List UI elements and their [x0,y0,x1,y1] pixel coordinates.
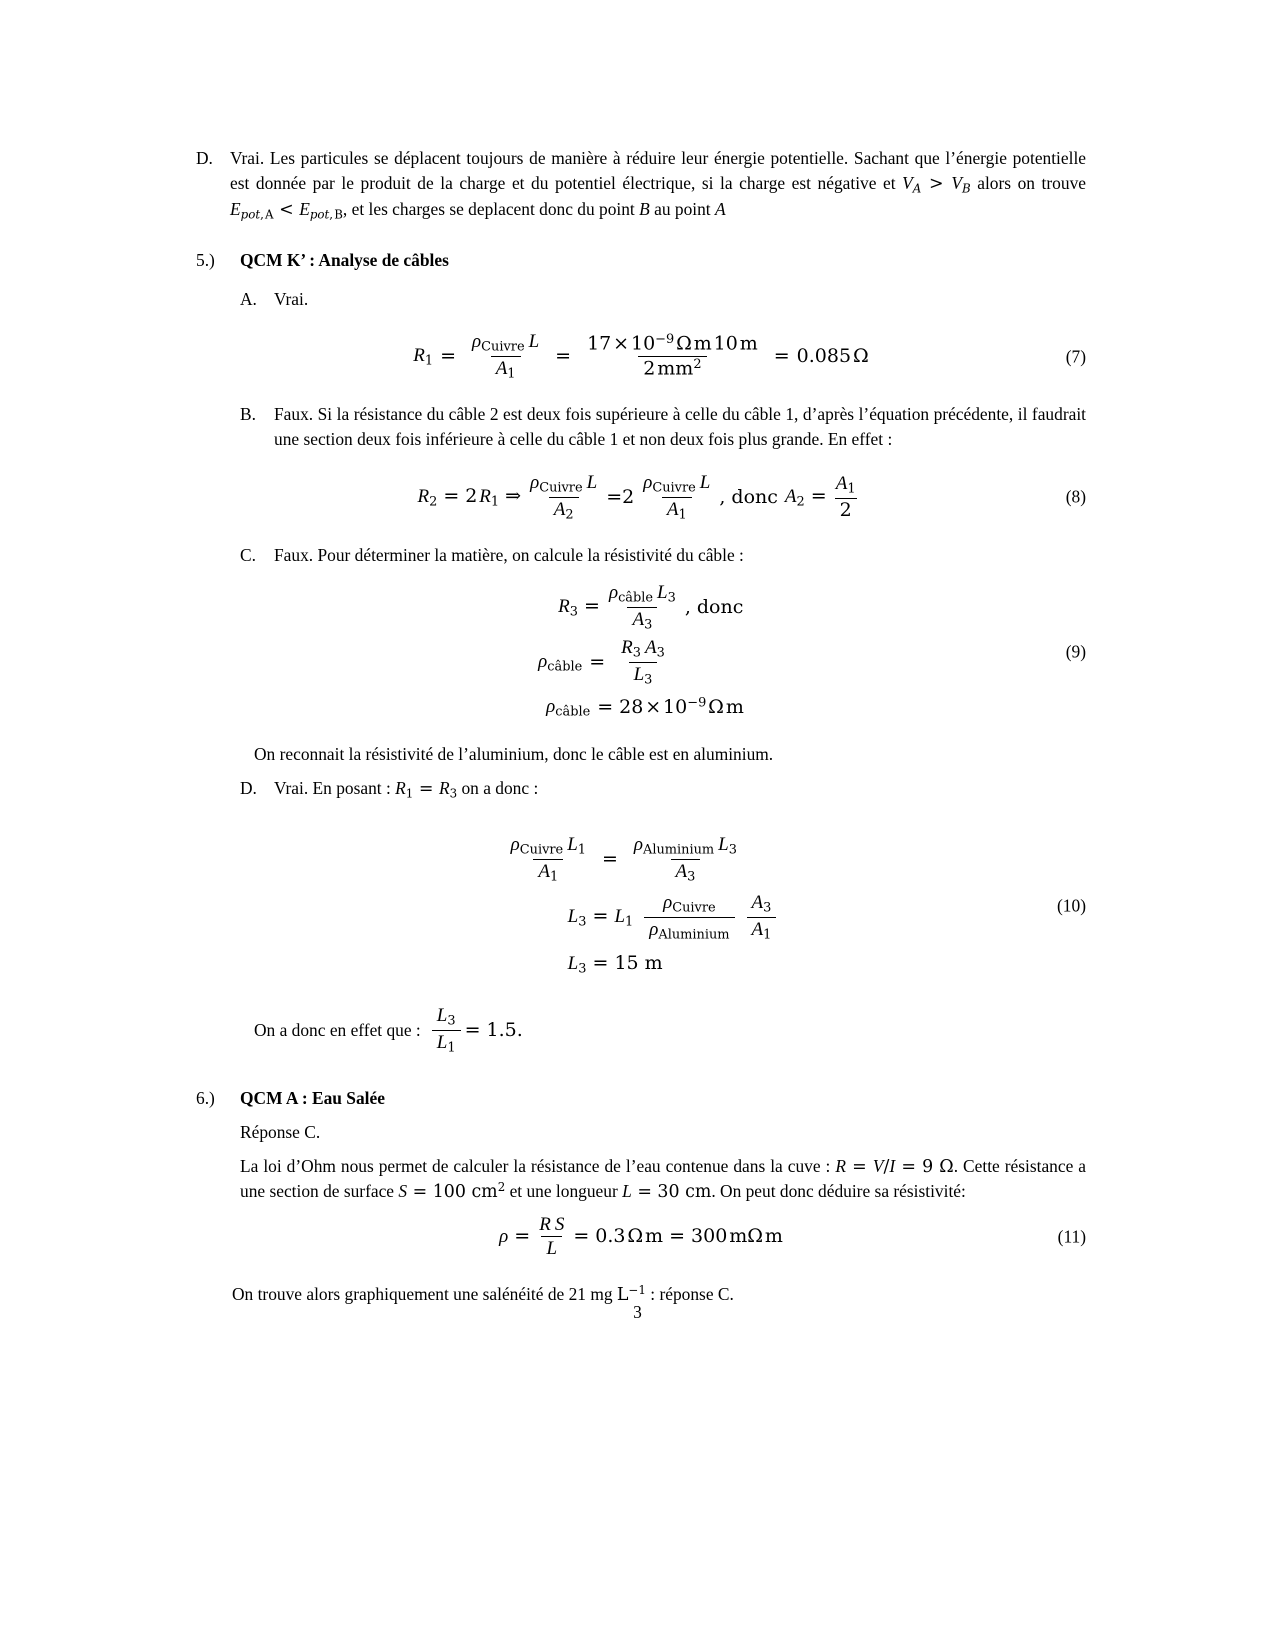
eq10-line-3 [568,950,663,979]
inline-math-l: L = 30 cm [622,1181,712,1203]
conclusion-text-1: On trouve alors graphiquement une salénéité de 21 mg [232,1283,613,1304]
item-label: C. [240,545,256,566]
section-title: QCM K’ : Analyse de câbles [240,249,449,270]
conclusion-text-2: : réponse C. [650,1283,734,1304]
item-text-pre: Vrai. En posant : [274,777,391,798]
eq7-frac2-numerator: 17 × $10^{-9}$ Ω m 10 m [587,332,758,356]
eq10-frac3-denominator: $\rho_{Aluminium}$ [644,917,734,943]
eq7-result: 0.085 Ω [796,345,869,368]
item-text-part-2: alors on trouve [977,172,1086,193]
eq10-fraction-4 [747,892,777,943]
eq8-tail-text: , donc [719,485,778,508]
eq10-frac4-numerator: $A_3$ [751,891,772,916]
eq7-equals: = [440,345,457,368]
equation-9-body [538,582,744,722]
item-label: D. [240,777,257,798]
section-title: QCM A : Eau Salée [240,1088,385,1109]
eq10-frac2-denominator: $A_3$ [671,859,701,885]
equation-10-body [502,834,781,979]
equation-10 [196,834,1086,979]
eq9-l2-equals: = [589,650,606,673]
eq7-lhs: $R_1$ [413,345,434,369]
equation-11-tag: (11) [1057,1226,1086,1247]
ratio-denominator: $L_1$ [432,1030,461,1056]
eq8-lhs: $R_2 = 2$ $R_1$ ⇒ [417,484,522,510]
item-label: B. [240,404,256,425]
section6-paragraph [240,1154,1086,1206]
item-label: D. [196,148,213,168]
section6-text-2: . Cette résistance a une section de surface [240,1155,1087,1202]
inline-math-b: B [639,198,650,219]
equation-8-tag: (8) [1065,487,1086,508]
eq10-fraction-1 [506,834,591,885]
eq9-l3-rest: = 28 × $10^{-9}$ Ω m [597,695,744,719]
document-page [196,146,1086,1308]
ratio-fraction [432,1005,461,1056]
eq8-tail-lhs: $A_2$ = [784,484,827,510]
equation-7-body [413,331,868,382]
eq10-l2-lhs: $L_3 = L_1$ [567,905,634,930]
eq7-equals-3: = [773,345,790,368]
section-heading-6 [196,1086,1086,1111]
eq9-frac2-numerator: $R_3$ $A_3$ [621,636,665,661]
eq7-fraction-1 [467,331,544,382]
aluminium-note: On reconnait la résistivité de l’aluminium, donc le câble est en aluminium. [254,743,774,764]
item-body [274,776,1086,802]
eq7-fraction-2 [582,333,763,380]
eq7-frac2-denominator: 2 $mm^2$ [638,356,706,380]
eq7-frac1-denominator: $A_1$ [491,356,521,382]
inline-math-va-vb: VA > VB [902,172,971,196]
eq8-frac3-denominator: 2 [835,498,857,521]
inline-math-epot: Epot$_{, A}$ < Epot$_{, B}$ [230,198,343,222]
eq9-l3-lhs: $\rho_{câble}$ [546,696,591,720]
eq11-lhs: ρ = [499,1224,531,1247]
list-item [240,287,1086,312]
eq9-frac2-denominator: $L_3$ [629,662,658,688]
eq11-rest: = 0.3 Ω m = 300 mΩ m [573,1225,783,1248]
item-text-part-3: , et les charges se deplacent donc du point [342,198,635,219]
item-text-part-1: Vrai. Les particules se déplacent toujours de manière à réduire leur énergie potentielle. Sachant que l’énergie potentielle est donnée par le produit de la charge et du potentiel électrique, si la charge est négative et [230,148,1086,193]
list-item [240,402,1086,451]
equation-11-body [499,1214,783,1260]
equation-11 [196,1214,1086,1260]
inline-math-s: S = 100 $cm^2$ [398,1180,506,1203]
eq9-line-3 [546,693,744,722]
eq8-frac2-denominator: $A_1$ [662,497,692,523]
eq10-frac2-numerator: $\rho_{Aluminium}$ $L_3$ [633,833,737,858]
page-number: 3 [633,1302,642,1322]
section-number: 5.) [196,249,215,270]
eq10-line-2 [568,892,781,943]
ratio-line-text: On a donc en effet que : [254,1020,421,1041]
eq8-fraction-3 [831,473,861,521]
section-heading-5 [196,248,1086,273]
ratio-line [254,1005,1086,1056]
equation-10-tag: (10) [1057,896,1086,917]
eq7-frac1-numerator: $\rho_{Cuivre}$ L [472,331,540,355]
eq7-equals-2: = [555,345,572,368]
item-label: A. [240,288,257,309]
eq9-frac1-denominator: $A_3$ [627,607,657,633]
eq11-numerator: R S [539,1214,565,1236]
item-text-post: on a donc : [461,777,539,798]
equation-8-body [417,472,864,523]
equation-9 [196,582,1086,722]
eq8-frac2-numerator: $\rho_{Cuivre}$ L [643,471,711,496]
list-item [196,146,1086,223]
item-body: Faux. Pour déterminer la matière, on calcule la résistivité du câble : [274,545,744,566]
inline-math-r1-r3: $R_1 = R_3$ [395,777,458,800]
eq10-fraction-3 [644,892,734,943]
eq9-line-2 [538,637,674,688]
eq9-frac1-numerator: $\rho_{câble}$ $L_3$ [608,581,676,606]
eq10-l3: $L_3 = 15$ m [567,952,663,977]
item-body: Faux. Si la résistance du câble 2 est deux fois supérieure à celle du câble 1, d’après l’équation précédente, il faudrait une section deux fois inférieure à celle du câble 1 et non deux fois plus grande. En effet : [274,404,1086,450]
eq8-frac1-numerator: $\rho_{Cuivre}$ L [530,471,598,496]
ratio-tail: = 1.5. [464,1019,523,1042]
item-text-part-4: au point [654,198,711,219]
eq9-fraction-1 [604,582,681,633]
item-body [230,146,1086,223]
inline-math-r-v-i: R = V/I = 9 Ω [835,1155,954,1177]
equation-7-tag: (7) [1065,346,1086,367]
eq10-frac4-denominator: $A_1$ [747,917,777,943]
section-number: 6.) [196,1088,215,1109]
eq8-frac1-denominator: $A_2$ [549,497,579,523]
eq10-frac3-numerator: $\rho_{Cuivre}$ [663,891,716,916]
eq8-fraction-1 [525,472,602,523]
section6-text-3: et une longueur [509,1181,618,1202]
section6-text-4: . On peut donc déduire sa résistivité: [711,1181,966,1202]
ratio-numerator: $L_3$ [436,1005,456,1029]
eq8-mid: =2 [606,485,635,508]
equation-7 [196,331,1086,382]
eq10-frac1-numerator: $\rho_{Cuivre}$ $L_1$ [510,833,586,858]
eq11-fraction [534,1214,569,1260]
eq9-fraction-2 [616,637,670,688]
eq10-fraction-2 [629,834,742,885]
eq9-l1-tail: , donc [684,595,744,618]
eq9-l2-lhs: $\rho_{câble}$ [538,650,583,675]
item-body: Vrai. [274,288,309,309]
section6-text-1: La loi d’Ohm nous permet de calculer la résistance de l’eau contenue dans la cuve : [240,1155,831,1176]
eq11-denominator: L [541,1236,562,1259]
eq10-equals: = [602,847,618,870]
eq10-frac1-denominator: $A_1$ [533,859,563,885]
eq10-line-1 [502,834,746,885]
equation-9-tag: (9) [1065,641,1086,662]
section6-answer: Réponse C. [240,1121,321,1142]
eq9-l1-lhs: $R_3$ = [558,594,600,620]
inline-math-l-inverse: $L^{-1}$ [616,1282,646,1305]
eq8-frac3-numerator: $A_1$ [835,473,856,497]
eq9-line-1 [558,582,743,633]
eq8-fraction-2 [638,472,715,523]
inline-math-a: A [715,198,726,219]
list-item [240,776,1086,802]
equation-8 [196,472,1086,523]
list-item [240,543,1086,568]
